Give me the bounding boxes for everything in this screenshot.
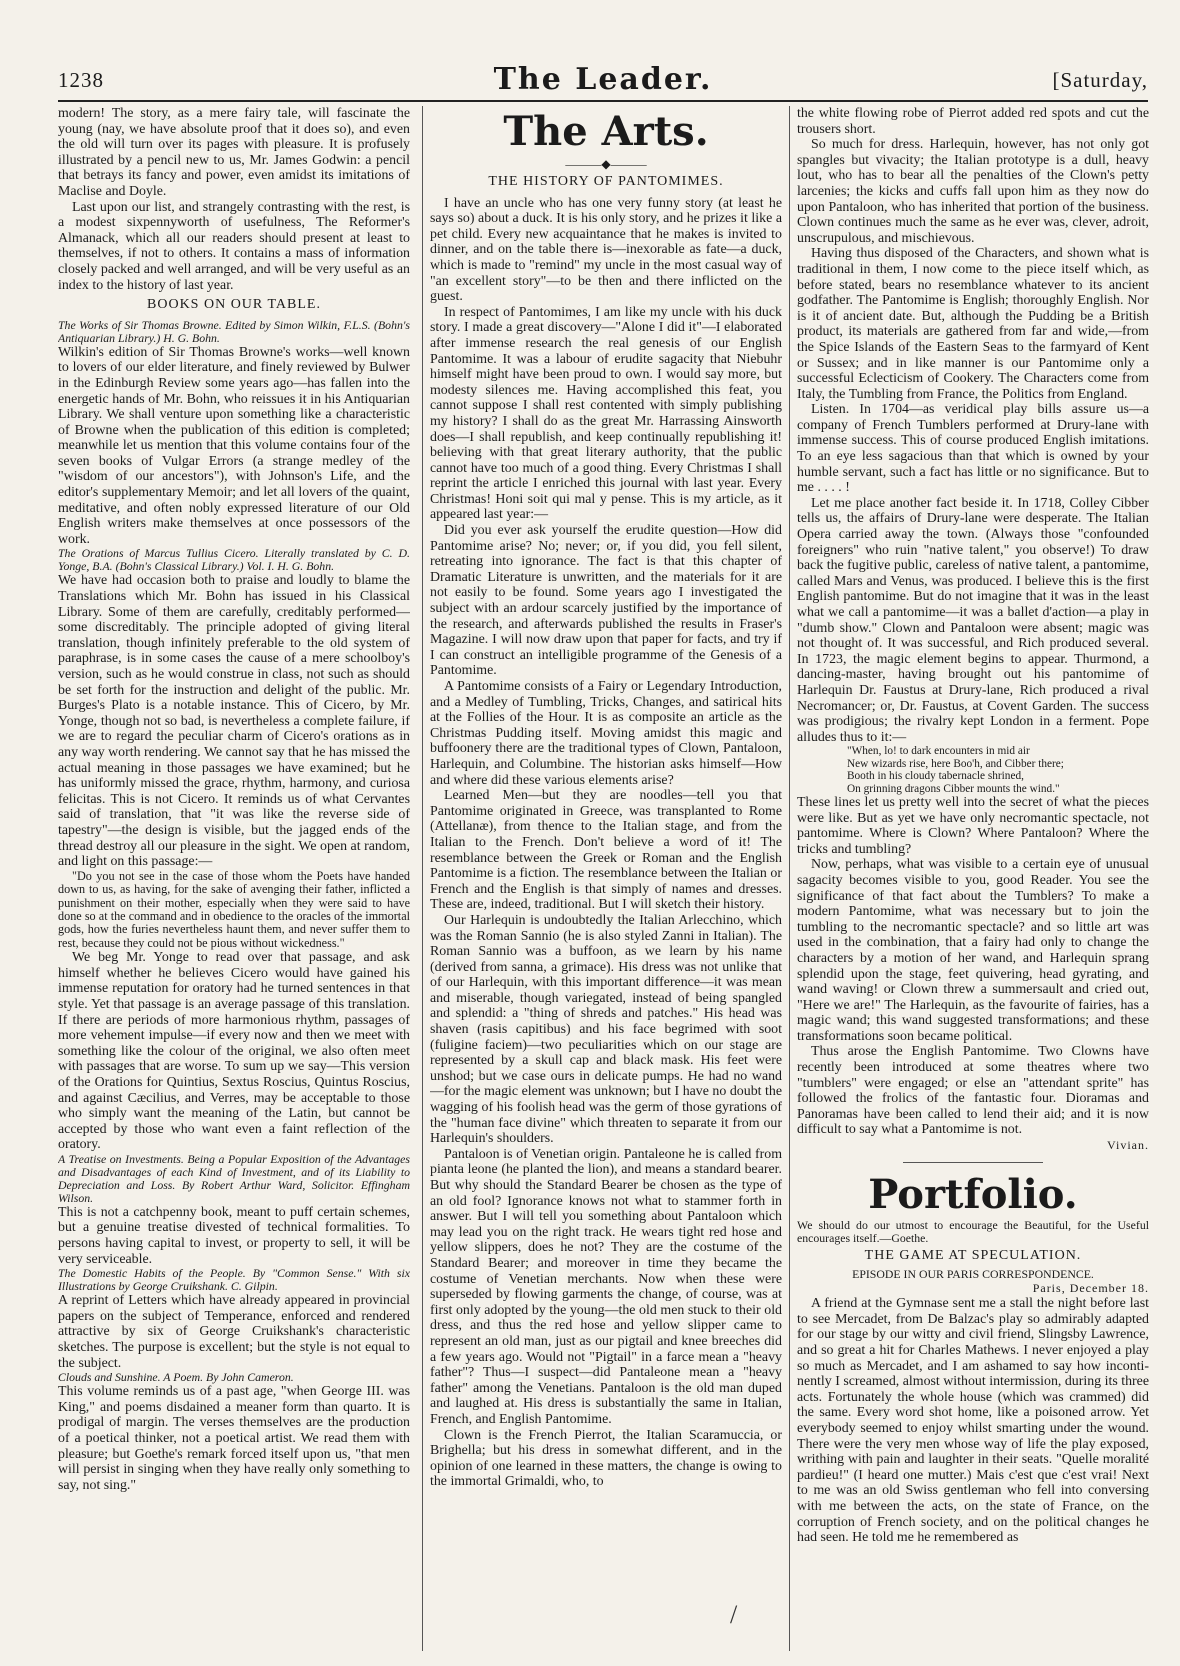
day-label: [Saturday, [1052,68,1148,92]
verse-line: New wizards rise, here Boo'h, and Cibber there; [847,757,1064,770]
game-title: THE GAME AT SPECULATION. [864,1247,1082,1263]
fold-mark-icon: / [730,1600,738,1629]
paragraph: Clown is the French Pierrot, the Italian Scaramuccia, or Brighella; but his dress in somewhat different, and in the opinion of one learned in these matters, the change is owing to the immortal Grimaldi, who, to [430,1427,782,1490]
paragraph: the white flowing robe of Pierrot added red spots and cut the trousers short. [797,106,1149,137]
paragraph: We have had occasion both to praise and loudly to blame the Translations which Mr. Bohn has issued in his Classical Library. Some of them are carefully, creditably performed—some discreditably. The principle adopted of giving literal translation, though infinitely preferable to the old system of paraphrase, is in some cases the cause of a mere schoolboy's version, such as he would construe in class, not such as should be set forth for the instruction and delight of the public. Mr. Burges's Plato is a notable instance. This of Cicero, by Mr. Yonge, though not so bad, is nevertheless a complete failure, if we are to regard the peculiar charm of Cicero's orations as in any way worth rendering. We cannot say that he has missed the actual meaning in those passages we have examined; but he has uniformly missed the grace, rhythm, harmony, and curiosa felicitas. This is not Cicero. It reminds us of what Cervantes said of translation, that "it was like the reverse side of tapestry"—the design is visible, but the jagged ends of the thread destroy all our pleasure in the sight. We open at random, and light on this passage:— [58,573,410,870]
book-title: A Treatise on Investments. Being a Popular Exposition of the Advantages and Disadvantages of each Kind of Investment, and of its Liability to Depreciation and Loss. By Robert Arthur Ward, Solicitor. Effingham Wilson. [58,1151,410,1205]
dateline: Paris, December 18. [1032,1280,1149,1295]
paragraph: Learned Men—but they are noodles—tell you that Pantomime originated in Greece, was transplanted to Rome (Attellanæ), from thence to the Italian stage, and from the Italian to the French. Don't believe a word of it! The resemblance between the Greek or Roman and the English Pantomime is a fiction. The resemblance between the Italian or French and the English is that simply of names and dresses. These are, indeed, traditional. But I will sketch their history. [430,788,782,913]
header-rule [58,100,1148,102]
book-title: The Works of Sir Thomas Browne. Edited by Simon Wilkin, F.L.S. (Bohn's Antiquarian Library.) H. G. Bohn. [58,317,410,345]
portfolio-title: Portfolio. [868,1170,1078,1218]
paragraph: Did you ever ask yourself the erudite question—How did Pantomime arise? No; never; or, if you did, you fell silent, retreating into ignorance. The fact is that this chapter of Dramatic Literature is unwritten, and the materials for it are not easily to be found. Some years ago I investigated the subject with an ardour scarcely justified by the importance of the research, and afterwards published the results in Fraser's Magazine. I will now draw upon that paper for facts, and try if I can construct an intelligible programme of the Genesis of a Pantomime. [430,523,782,679]
paragraph: Last upon our list, and strangely contrasting with the rest, is a modest sixpennyworth of usefulness, The Reformer's Almanack, which all our readers should present at least to themselves, if not to others. It contains a mass of information closely packed and well arranged, and will be very useful as an index to the history of last year. [58,199,410,293]
page-number: 1238 [58,68,104,92]
paragraph: I have an uncle who has one very funny story (at least he says so) about a duck. It is his only story, and he prizes it like a pet child. Every new acquaintance that he makes is invited to dinner, and on the table there is—inexorable as fate—a duck, which is made to "remind" my uncle in the most casual way of "an excellent story"—to be then and there inflicted on the guest. [430,195,782,305]
paragraph: We beg Mr. Yonge to read over that passage, and ask himself whether he believes Cicero would have gained his immense reputation for oratory had he turned sentences in that style. Yet that passage is an average passage of this translation. If there are periods of more harmonious rhythm, passages of more vehement impulse—if every now and then we meet with something like the colour of the original, we also often meet with passages that are worse. To sum up we say—This version of the Orations for Quintius, Sextus Roscius, Quintus Roscius, and against Cæcilius, and Verres, may be acceptable to those who simply want the meaning of the Latin, but cannot be accepted by those who want even a faint reflection of the oratory. [58,950,410,1153]
paragraph: Our Harlequin is undoubtedly the Italian Arlecchino, which was the Roman Sannio (he is also styled Zanni in Italian). The Roman Sannio was a buffoon, as we learn by his name (derived from sanna, a grimace). His dress was not unlike that of our Harlequin, with this important difference—it was mean and miserable, though variegated, instead of being spangled and splendid: a "thing of shreds and patches." His head was shaven (rasis capitibus) and his face begrimed with soot (fuligine faciem)—two peculiarities which on our stage are represented by a skull cap and black mask. His feet were unshod; but we case ours in delicate pumps. He had no wand—for the magic element was unknown; but I have no doubt the wagging of his foolish head was the germ of those gyrations of the "human face divine" which threaten to separate it from our Harlequin's shoulders. [430,912,782,1147]
paragraph: Wilkin's edition of Sir Thomas Browne's works—well known to lovers of our elder literature, and finely reviewed by Bulwer in the Edinburgh Review some years ago—has fallen into the energetic hands of Mr. Bohn, who reissues it in his Antiquarian Library. We shall venture upon something like a characteristic of Browne when the publication of this edition is completed; meanwhile let us mention that this volume contains four of the seven books of Vulgar Errors (a strange medley of the "wisdom of our ancestors"), with Johnson's Life, and the editor's supplementary Memoir; and let all lovers of the quaint, meditative, and often nobly expressed literature of our Old English writers make themselves at once possessors of the work. [58,344,410,547]
page-header [58,56,1148,96]
column-arts [430,106,782,1651]
column-divider [422,106,423,1651]
paragraph: Pantaloon is of Venetian origin. Pantaleone he is called from pianta leone (he planted the lion), and means a standard bearer. But why should the Standard Bearer be chosen as the type of an old fool? Ignorance knows not what to stammer forth in answer. But I will tell you something about Pantaloon which may lead you on the right track. He wears tight red hose and yellow slippers, does he not? They are the costume of the Standard Bearer; and moreover in time they became the costume of Venetian merchants. Now when these were superseded by flowing garments the change, of course, was at first only adopted by the young—the old men stuck to their old dress, and thus the red hose and yellow slipper came to represent an old man, just as our pigtail and knee breeches did a few years ago. Would not "Pigtail" in a farce mean a "heavy father"? Thus—I suspect—did Pantaleone mean a "heavy father" among the Venetians. Pantaloon is the old man duped and laughed at. His dress is substantially the same in Italian, French, and English Pantomime. [430,1146,782,1427]
paragraph: Let me place another fact beside it. In 1718, Colley Cibber tells us, the affairs of Drury-lane were desperate. The Italian Opera carried away the town. (Always those "confounded foreigners" who ruin "native talent," you observe!) To draw back the fugitive public, careless of native talent, a pantomime, called Mars and Venus, was produced. I believe this is the first English pantomime. But do not imagine that it was in the least what we call a pantomime—it was a ballet d'action—a play in "dumb show." Clown and Pantaloon were absent; magic was not thought of. It was successful, and Rich produced several. In 1723, the magic element begins to appear. Thurmond, a dancing-master, having brought out his pantomime of Harlequin Dr. Faustus at Drury-lane, Rich produced a rival Necromancer; or, Dr. Faustus, at Covent Garden. The success was prodigious; the rivalry kept London in a ferment. Pope alludes thus to it:— [797,495,1149,745]
verse-line: Booth in his cloudy tabernacle shrined, [847,770,1024,783]
book-title: The Orations of Marcus Tullius Cicero. Literally translated by C. D. Yonge, B.A. (Bohn's Classical Library.) Vol. I. H. G. Bohn. [58,546,410,574]
quotation: "Do you not see in the case of those whom the Poets have handed down to us, as having, for the sake of avenging their father, inflicted a punishment on their mother, especially when they were said to have done so at the command and in obedience to the oracles of the immortal gods, how the furies nevertheless haunt them, and never suffer them to rest, because they could not be pious without wickedness." [58,868,410,950]
books-heading: BOOKS ON OUR TABLE. [147,297,321,313]
paragraph: So much for dress. Harlequin, however, has not only got spangles but vivacity; the Italian prototype is a dull, heavy lout, who has to bear all the penalties of the Clown's petty larcenies; the kicks and cuffs fall upon him as they now do upon Pantaloon, who has inherited that portion of the business. Clown continues much the same as he ever was, clever, adroit, unscrupulous, and mischievous. [797,137,1149,246]
ornament-rule: ———◆——— [565,157,647,171]
paragraph: This is not a catchpenny book, meant to puff certain schemes, but a genuine treatise divested of technical formalities. To persons having capital to invest, or property to sell, it will be very serviceable. [58,1204,410,1267]
paragraph: These lines let us pretty well into the secret of what the pieces were like. But as yet we have only necromantic spectacle, not pantomime. Where is Clown? Where Pantaloon? Where the tricks and tumbling? [797,794,1149,857]
paragraph: A Pantomime consists of a Fairy or Legendary Introduction, and a Medley of Tumbling, Tricks, Changes, and satirical hits at the Follies of the Hour. It is as composite an article as the Christmas Pudding itself. Moving amidst this magic and buffoonery there are the traditional types of Clown, Pantaloon, Harlequin, and Columbine. The historian asks himself—How and where did these various elements arise? [430,679,782,788]
paragraph: A friend at the Gymnase sent me a stall the night before last to see Mercadet, from De Balzac's play so admirably adapted for our stage by our witty and civil friend, Slingsby Lawrence, and so great a hit for Charles Mathews. I never enjoyed a play so much as Mercadet, and I am ashamed to say how inconti-nently I screamed, almost without intermission, during its three acts. Fortunately the whole house (which was crammed) did the same. Every word shot home, like a poisoned arrow. Yet everybody seemed to enjoy whilst smarting under the wound. There were the very men whose way of life the play exposed, writhing with pain and laughter in their seats. "Quelle moralité pardieu!" (I heard one mutter.) Mais c'est que c'est vrai! Next to me was an old Swiss gentleman who fell into conversing with me between the acts, on the state of France, on the corruption of French society, and on the political changes he had seen. He told me he remembered as [797,1296,1149,1546]
masthead: The Leader. [493,62,713,97]
column-continued [797,106,1149,1651]
verse-line: "When, lo! to dark encounters in mid air [847,745,1030,758]
book-title: The Domestic Habits of the People. By "Common Sense." With six Illustrations by George Cruikshank. C. Gilpin. [58,1266,410,1294]
episode-subtitle: EPISODE IN OUR PARIS CORRESPONDENCE. [852,1266,1094,1281]
paragraph: This volume reminds us of a past age, "when George III. was King," and poems disdained a meaner form than quarto. It is prodigal of margin. The verses themselves are the production of a poetical thinker, not a poetical artist. We read them with pleasure; but Goethe's remark forced itself upon us, "that men will persist in singing when they have really only something to say, not sing." [58,1384,410,1493]
verse-line: On grinning dragons Cibber mounts the wind." [847,782,1060,795]
column-reviews [58,106,410,1651]
book-title: Clouds and Sunshine. A Poem. By John Cameron. [58,1370,294,1385]
paragraph: Listen. In 1704—as veridical play bills assure us—a company of French Tumblers performed at Drury-lane with immense success. This of course produced English imitations. To an eye less sagacious than that which is owned by your humble servant, such a fact has little or no significance. But to me . . . . ! [797,402,1149,496]
divider [903,1162,1043,1163]
paragraph: Having thus disposed of the Characters, and shown what is traditional in them, I now come to the piece itself which, as before stated, bears no resemblance whatever to its ancient godfather. The Pantomime is English; thoroughly English. Nor is it of ancient date. But, although the Pudding be a British product, its materials are gathered from far and wide,—from the Spice Islands of the Eastern Seas to the farmyard of Kent or Sussex; and in like manner is our Pantomime only a successful Eclecticism of Cookery. The Characters come from Italy, the Tumbling from France, the Politics from England. [797,246,1149,402]
paragraph: A reprint of Letters which have already appeared in provincial papers on the subject of Temperance, enforced and rendered attractive by six of George Cruikshank's characteristic sketches. The purpose is excellent; but the style is not equal to the subject. [58,1293,410,1371]
paragraph: Now, perhaps, what was visible to a certain eye of unusual sagacity becomes visible to you, good Reader. You see the significance of that fact about the Tumblers? To make a modern Pantomime, what was necessary but to join the tumbling to the necromantic spectacle? and so little art was used in the combination, that a fairy had only to change the characters by a motion of her wand, and Harlequin sprang splendid upon the stage, feet quivering, head gyrating, and wand waving! or Clown threw a summersault and cried out, "Here we are!" The Harlequin, as the favourite of fairies, has a magic wand; this wand suggested transformations; and these transformations soon became political. [797,857,1149,1044]
article-title: THE HISTORY OF PANTOMIMES. [488,174,724,189]
motto: We should do our utmost to encourage the Beautiful, for the Useful encourages itself.—Goethe. [797,1217,1149,1245]
paragraph: Thus arose the English Pantomime. Two Clowns have recently been introduced at some theatres where two "tumblers" were engaged; or else an "attendant sprite" has followed the frolics of the fantastic four. Dioramas and Panoramas have been called to lend their aid; and it is now difficult to say what a Pantomime is not. [797,1044,1149,1138]
column-divider [789,106,790,1651]
paragraph: modern! The story, as a mere fairy tale, will fascinate the young (nay, we have absolute proof that it does so), and even the old will turn over its pages with pleasure. It is profusely illustrated by a pencil new to us, Mr. James Godwin: a pencil that betrays its fancy and power, even amidst its imitations of Maclise and Doyle. [58,106,410,199]
paragraph: In respect of Pantomimes, I am like my uncle with his duck story. I made a great discovery—"Alone I did it"—I elaborated after immense research the real genesis of our English Pantomime. It was a labour of erudite sagacity that Niebuhr himself might have been proud to own. I would say more, but modesty silences me. Having accomplished this feat, you cannot suppose I shall rest contented with simply publishing my history? I shall do as the great Mr. Harrassing Ainsworth does—I shall republish, and keep continually republishing it! believing with that great literary authority, that the public cannot have too much of a good thing. Every Christmas I shall reprint the article I enriched this journal with last year. Every Christmas! Honi soit qui mal y pense. This is my article, as it appeared last year:— [430,304,782,523]
section-title: The Arts. [503,108,709,155]
author-signature: Vivian. [1107,1138,1149,1153]
